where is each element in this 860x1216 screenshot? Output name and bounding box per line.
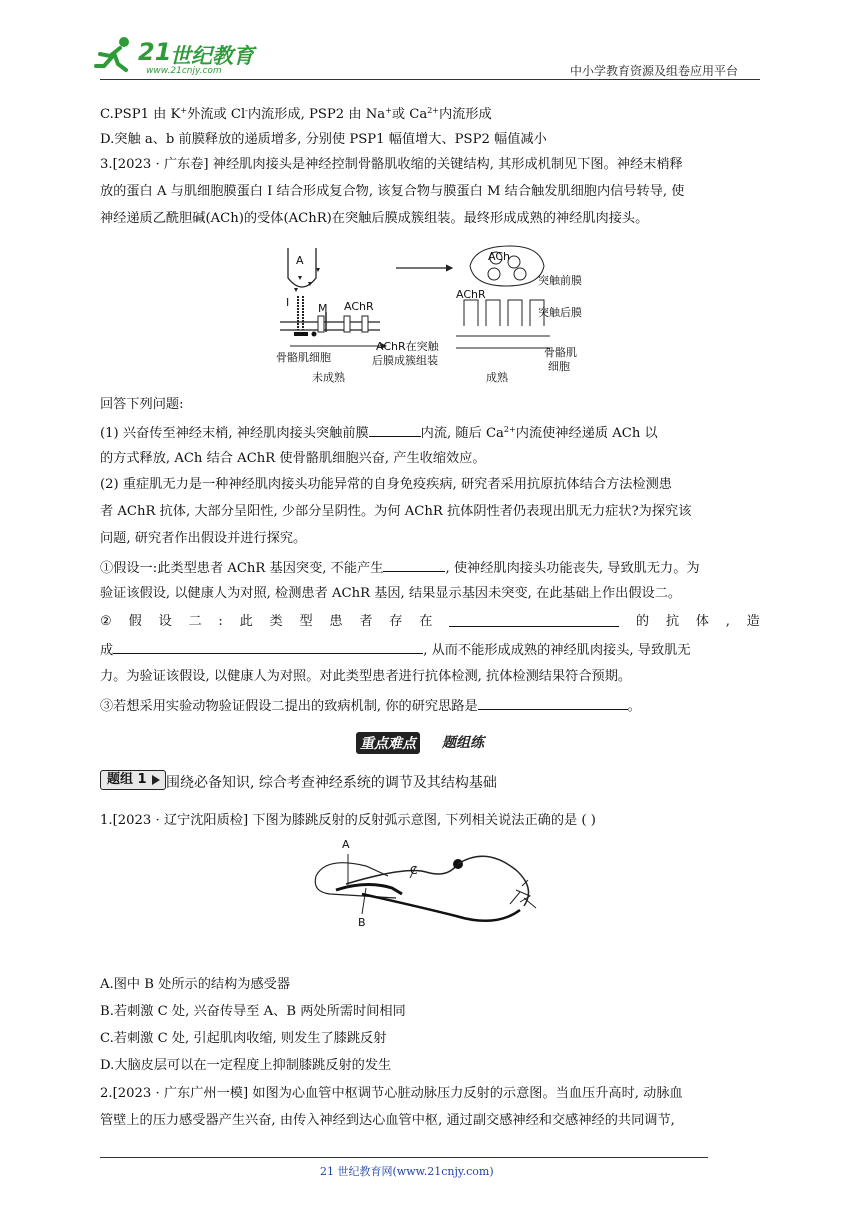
knee-reflex-figure <box>306 836 558 938</box>
q3-part2-line3: 问题, 研究者作出假设并进行探究。 <box>100 531 307 546</box>
banner-suffix: 题组练 <box>442 735 484 751</box>
q3-stem-1: 3.[2023 · 广东卷] 神经肌肉接头是神经控制骨骼肌收缩的关键结构, 其形成机制见下图。神经末梢释 <box>100 157 683 172</box>
hypothesis-3: ③若想采用实验动物验证假设二提出的致病机制, 你的研究思路是 。 <box>100 696 641 716</box>
logo-number: 21 <box>138 38 172 66</box>
q1-option-d: D.大脑皮层可以在一定程度上抑制膝跳反射的发生 <box>100 1058 392 1073</box>
q3-stem-2: 放的蛋白 A 与肌细胞膜蛋白 I 结合形成复合物, 该复合物与膜蛋白 M 结合触发肌细胞内信号转导, 使 <box>100 184 685 199</box>
banner-tag: 重点难点 <box>356 732 420 754</box>
q1-option-c: C.若刺激 C 处, 引起肌肉收缩, 则发生了膝跳反射 <box>100 1031 387 1046</box>
fig-label-achr: AChR <box>344 300 374 313</box>
platform-name: 中小学教育资源及组卷应用平台 <box>570 64 739 78</box>
fig-label-ach: ACh <box>488 250 510 263</box>
option-d: D.突触 a、b 前膜释放的递质增多, 分别使 PSP1 幅值增大、PSP2 幅值减小 <box>100 132 547 147</box>
q3-part2-line1: (2) 重症肌无力是一种神经肌肉接头功能异常的自身免疫疾病, 研究者采用抗原抗体结合方法检测患 <box>100 477 672 492</box>
fig-label-achr-2: AChR <box>456 288 486 301</box>
fig-label-a: A <box>296 254 304 267</box>
fig-label-m: M <box>318 302 328 315</box>
q1-option-b: B.若刺激 C 处, 兴奋传导至 A、B 两处所需时间相同 <box>100 1004 406 1019</box>
fig-label-immature: 未成熟 <box>312 371 345 384</box>
fig-label-assemble-1: AChR在突触 <box>376 340 439 353</box>
fig-label-muscle-2b: 细胞 <box>548 360 570 373</box>
knee-label-c: C <box>410 864 418 877</box>
group-badge: 题组 1 <box>100 770 166 790</box>
q1-option-a: A.图中 B 处所示的结构为感受器 <box>100 977 291 992</box>
logo-text: 世纪教育 <box>170 44 254 68</box>
answer-prompt: 回答下列问题: <box>100 397 184 412</box>
fig-label-post: 突触后膜 <box>538 306 582 319</box>
fig-label-muscle-2a: 骨骼肌 <box>544 346 577 359</box>
q3-part1-line1: (1) 兴奋传至神经末梢, 神经肌肉接头突触前膜 内流, 随后 $Ca^{2+}$内流使神经递质 ACh 以 <box>100 425 658 441</box>
blank-5[interactable] <box>478 696 628 710</box>
hypothesis-1-line2: 验证该假设, 以健康人为对照, 检测患者 AChR 基因, 结果显示基因未突变, 在此基础上作出假设二。 <box>100 586 682 601</box>
q2-stem-1: 2.[2023 · 广东广州一模] 如图为心血管中枢调节心脏动脉压力反射的示意图。当血压升高时, 动脉血 <box>100 1086 683 1101</box>
blank-3[interactable] <box>449 613 619 627</box>
logo-url: www.21cnjy.com <box>146 66 222 76</box>
q2-stem-2: 管壁上的压力感受器产生兴奋, 由传入神经到达心血管中枢, 通过副交感神经和交感神经的共同调节, <box>100 1113 675 1128</box>
hypothesis-2-line1: ② 假 设 二 : 此 类 型 患 者 存 在 的 抗 体 , 造 <box>100 614 760 629</box>
blank-2[interactable] <box>383 558 445 572</box>
group-title: 围绕必备知识, 综合考查神经系统的调节及其结构基础 <box>166 775 497 791</box>
hypothesis-2-line3: 力。为验证该假设, 以健康人为对照。对此类型患者进行抗体检测, 抗体检测结果符合预期。 <box>100 669 632 684</box>
blank-4[interactable] <box>113 640 423 654</box>
q3-part2-line2: 者 AChR 抗体, 大部分呈阳性, 少部分呈阴性。为何 AChR 抗体阴性者仍表现出肌无力症状?为探究该 <box>100 504 692 519</box>
fig-label-mature: 成熟 <box>486 371 508 384</box>
footer-rule <box>100 1157 708 1158</box>
q3-stem-3: 神经递质乙酰胆碱(ACh)的受体(AChR)在突触后膜成簇组装。最终形成成熟的神经肌肉接头。 <box>100 211 649 226</box>
fig-label-assemble-2: 后膜成簇组装 <box>372 354 438 367</box>
fig-label-i: I <box>286 296 290 309</box>
runner-logo-icon <box>94 36 134 72</box>
fig-label-pre: 突触前膜 <box>538 274 582 287</box>
header <box>0 0 860 80</box>
badge-arrow-icon <box>152 775 160 785</box>
footer-site[interactable]: 21 世纪教育网(www.21cnjy.com) <box>320 1165 494 1178</box>
header-rule <box>100 79 760 80</box>
option-c: C.PSP1 由 K+外流或 Cl-内流形成, PSP2 由 Na+或 $Ca^{2+}$内流形成 <box>100 106 492 122</box>
knee-label-a: A <box>342 838 350 851</box>
q1-stem: 1.[2023 · 辽宁沈阳质检] 下图为膝跳反射的反射弧示意图, 下列相关说法正确的是 ( ) <box>100 813 596 828</box>
section-banner <box>356 730 506 754</box>
hypothesis-1-line1: ①假设一:此类型患者 AChR 基因突变, 不能产生 , 使神经肌肉接头功能丧失, 导致肌无力。为 <box>100 558 700 578</box>
knee-label-b: B <box>358 916 366 929</box>
blank-1[interactable] <box>369 423 421 437</box>
hypothesis-2-line2: 成 , 从而不能形成成熟的神经肌肉接头, 导致肌无 <box>100 640 691 660</box>
fig-label-muscle: 骨骼肌细胞 <box>276 351 331 364</box>
q3-part1-line2: 的方式释放, ACh 结合 AChR 使骨骼肌细胞兴奋, 产生收缩效应。 <box>100 451 486 466</box>
